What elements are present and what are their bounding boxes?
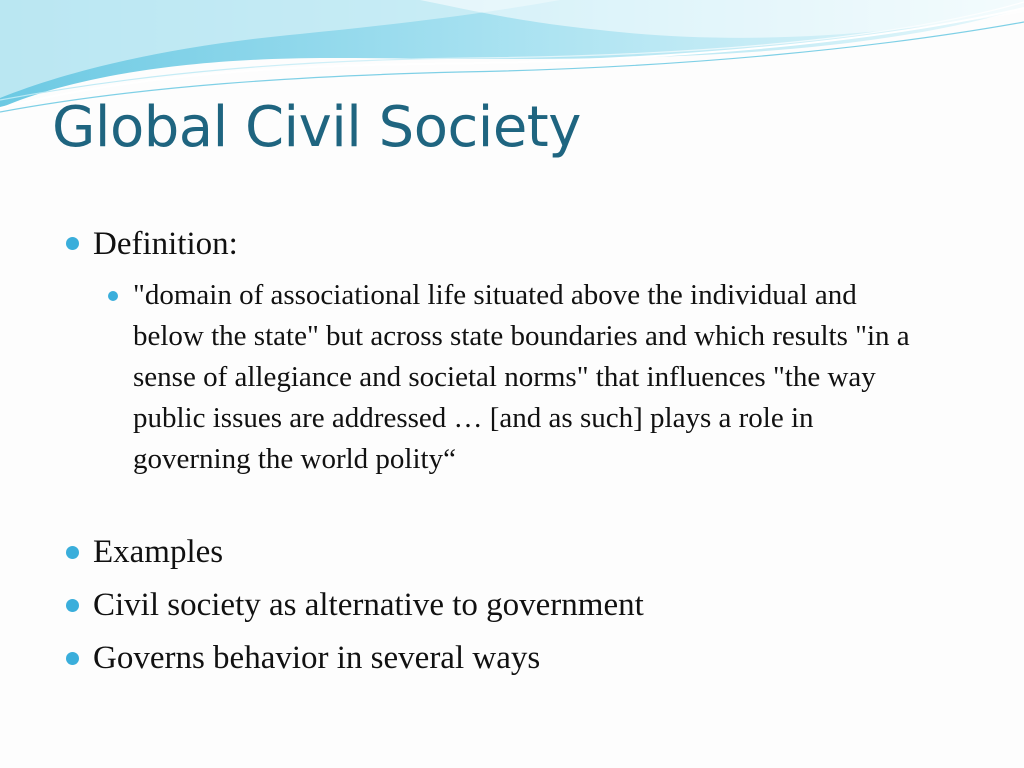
bullet-civil-society-alternative: Civil society as alternative to government [93,587,644,623]
sub-bullet-definition-text: "domain of associational life situated above the individual and below the state" but across state boundaries and which results "in a sense of allegiance and societal norms" that influences "the way public issues are addressed … [and as such] plays a role in governing the world polity“ [133,279,910,475]
bullet-icon [66,237,79,250]
bullet-icon [66,652,79,665]
bullet-icon [66,546,79,559]
bullet-icon [66,599,79,612]
bullet-definition: Definition: [93,226,238,262]
bullet-governs-behavior: Governs behavior in several ways [93,640,541,676]
slide-title: Global Civil Society [52,95,581,160]
bullet-examples: Examples [93,534,224,570]
bullet-icon [108,291,118,301]
